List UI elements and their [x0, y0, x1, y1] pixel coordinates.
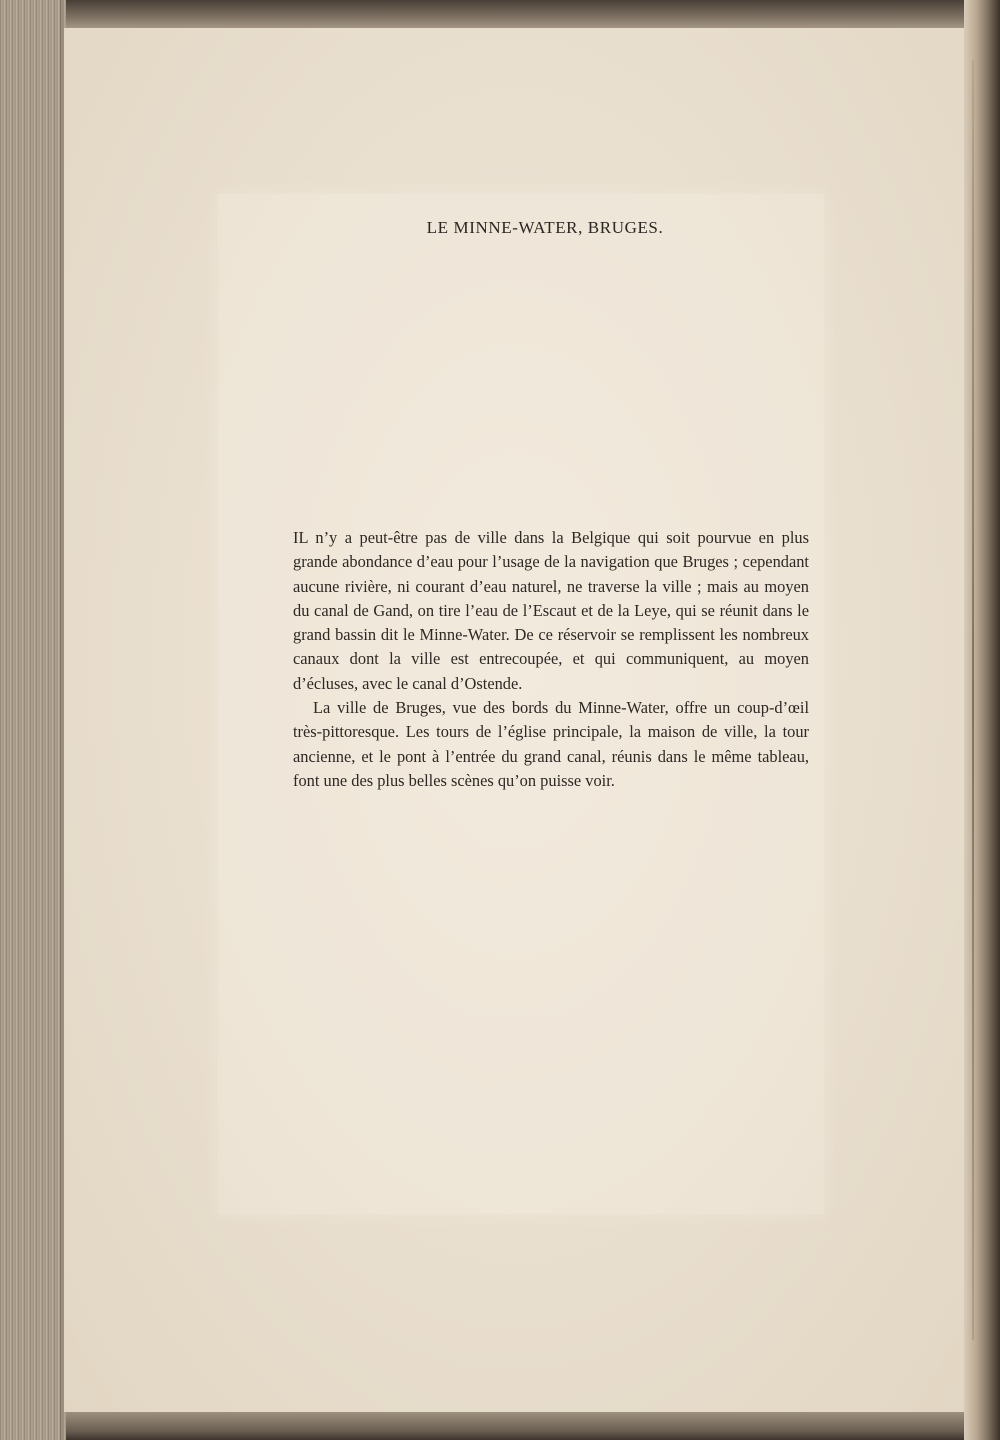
paragraph-1: IL n’y a peut-être pas de ville dans la Belgique qui soit pourvue en plus grande abondance d’eau pour l’usage de la navigation que Bruges ; cependant aucune rivière, ni courant d’eau naturel, ne traverse la ville ; mais au moyen du canal de Gand, on tire l’eau de l’Escaut et de la Leye, qui se réunit dans le grand bassin dit le Minne-Water. De ce réservoir se remplissent les nombreux canaux dont la ville est entrecoupée, et qui communiquent, au moyen d’écluses, avec le canal d’Ostende.	[293, 528, 809, 693]
binding-gutter	[964, 0, 1000, 1440]
body-text	[293, 526, 809, 793]
paragraph-2: La ville de Bruges, vue des bords du Minne-Water, offre un coup-d’œil très-pittoresque. Les tours de l’église principale, la maison de ville, la tour ancienne, et le pont à l’entrée du grand canal, réunis dans le même tableau, font une des plus belles scènes qu’on puisse voir.	[293, 698, 809, 790]
page-title: LE MINNE-WATER, BRUGES.	[426, 218, 664, 237]
left-page-edges	[0, 0, 66, 1440]
top-page-edge	[30, 0, 970, 28]
gutter-crease	[972, 60, 974, 1340]
bottom-page-edge	[30, 1410, 970, 1440]
